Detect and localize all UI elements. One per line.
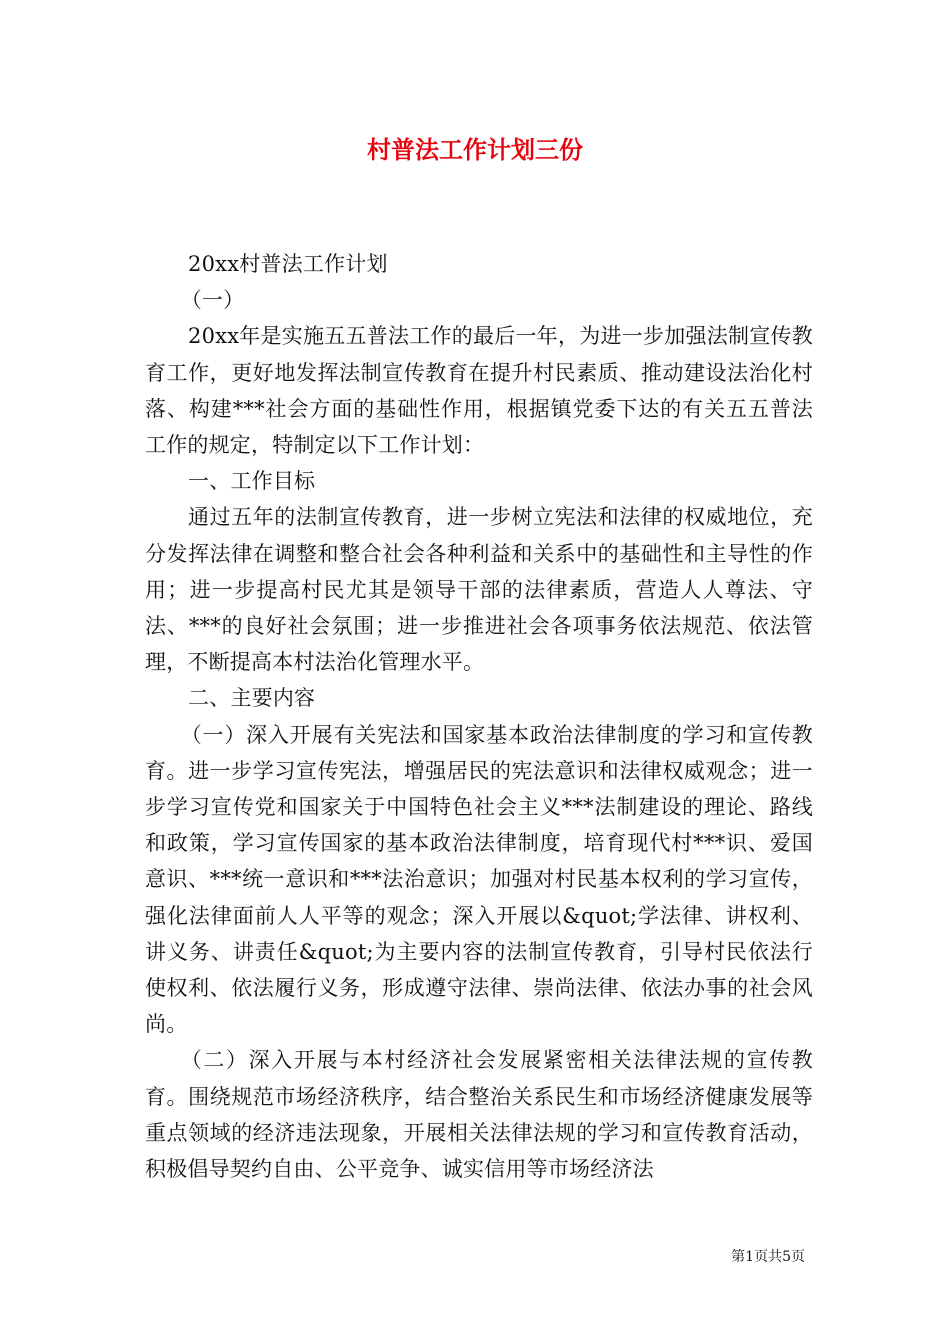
paragraph-goals-text: 通过五年的法制宣传教育，进一步树立宪法和法律的权威地位，充分发挥法律在调整和整合社会各种利益和关系中的基础性和主导性的作用；进一步提高村民尤其是领导干部的法律素质，营造人人尊法、守法、***的良好社会氛围；进一步推进社会各项事务依法规范、依法管理，不断提高本村法治化管理水平。 (145, 505, 813, 675)
document-body (145, 246, 813, 1187)
paragraph-content-item-1: （一）深入开展有关宪法和国家基本政治法律制度的学习和宣传教育。进一步学习宣传宪法，增强居民的宪法意识和法律权威观念；进一步学习宣传党和国家关于中国特色社会主义***法制建设的理论、路线和政策，学习宣传国家的基本政治法律制度，培育现代村***识、爱国意识、***统一意识和***法治意识；加强对村民基本权利的学习宣传，强化法律面前人人平等的观念；深入开展以&quot;学法律、讲权利、讲义务、讲责任&quot;为主要内容的法制宣传教育，引导村民依法行使权利、依法履行义务，形成遵守法律、崇尚法律、依法办事的社会风尚。 (145, 722, 813, 1037)
paragraph-plan-heading: 20xx村普法工作计划 (188, 252, 388, 276)
page-number-footer: 第1页共5页 (731, 1249, 805, 1265)
paragraph-part-label: （一） (180, 288, 245, 313)
paragraph-content-item-2: （二）深入开展与本村经济社会发展紧密相关法律法规的宣传教育。围绕规范市场经济秩序，结合整治关系民生和市场经济健康发展等重点领域的经济违法现象，开展相关法律法规的学习和宣传教育活动，积极倡导契约自由、公平竞争、诚实信用等市场经济法 (145, 1048, 813, 1182)
paragraph-section-content: 二、主要内容 (188, 686, 316, 711)
paragraph-intro: 20xx年是实施五五普法工作的最后一年，为进一步加强法制宣传教育工作，更好地发挥法制宣传教育在提升村民素质、推动建设法治化村落、构建***社会方面的基础性作用，根据镇党委下达的有关五五普法工作的规定，特制定以下工作计划： (145, 324, 813, 458)
paragraph-section-goals: 一、工作目标 (188, 469, 316, 494)
document-title: 村普法工作计划三份 (367, 135, 583, 164)
